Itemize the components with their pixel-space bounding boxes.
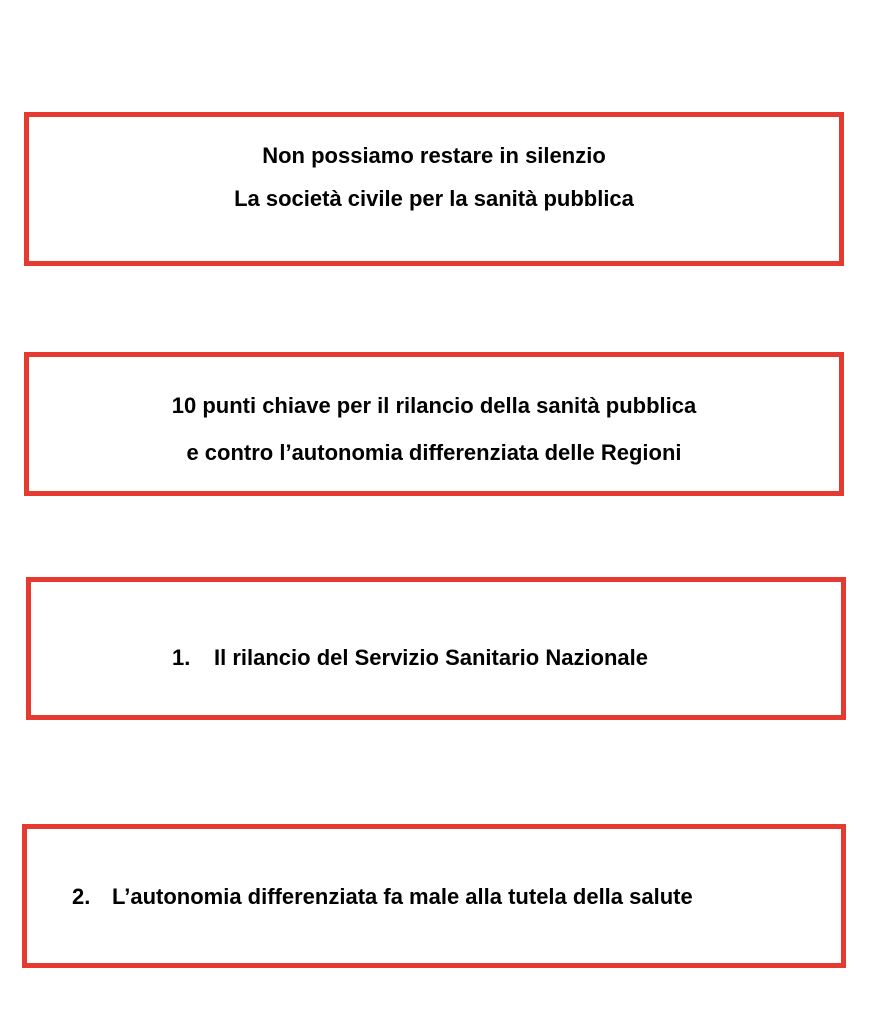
list-item-box [22, 824, 846, 968]
list-item-text: Il rilancio del Servizio Sanitario Nazionale [214, 645, 649, 670]
list-item-box [26, 577, 846, 720]
title-line-1: Non possiamo restare in silenzio [262, 143, 606, 168]
list-item-number: 1. [172, 645, 191, 670]
title-line-2: La società civile per la sanità pubblica [234, 186, 634, 211]
list-item [72, 884, 693, 910]
subtitle-box [24, 352, 844, 496]
subtitle-line-2: e contro l’autonomia differenziata delle Regioni [186, 440, 682, 465]
list-item-text: L’autonomia differenziata fa male alla tutela della salute [112, 884, 693, 909]
list-item [172, 645, 648, 671]
subtitle-line-1: 10 punti chiave per il rilancio della sanità pubblica [171, 393, 697, 418]
title-box [24, 112, 844, 266]
list-item-number: 2. [72, 884, 91, 909]
